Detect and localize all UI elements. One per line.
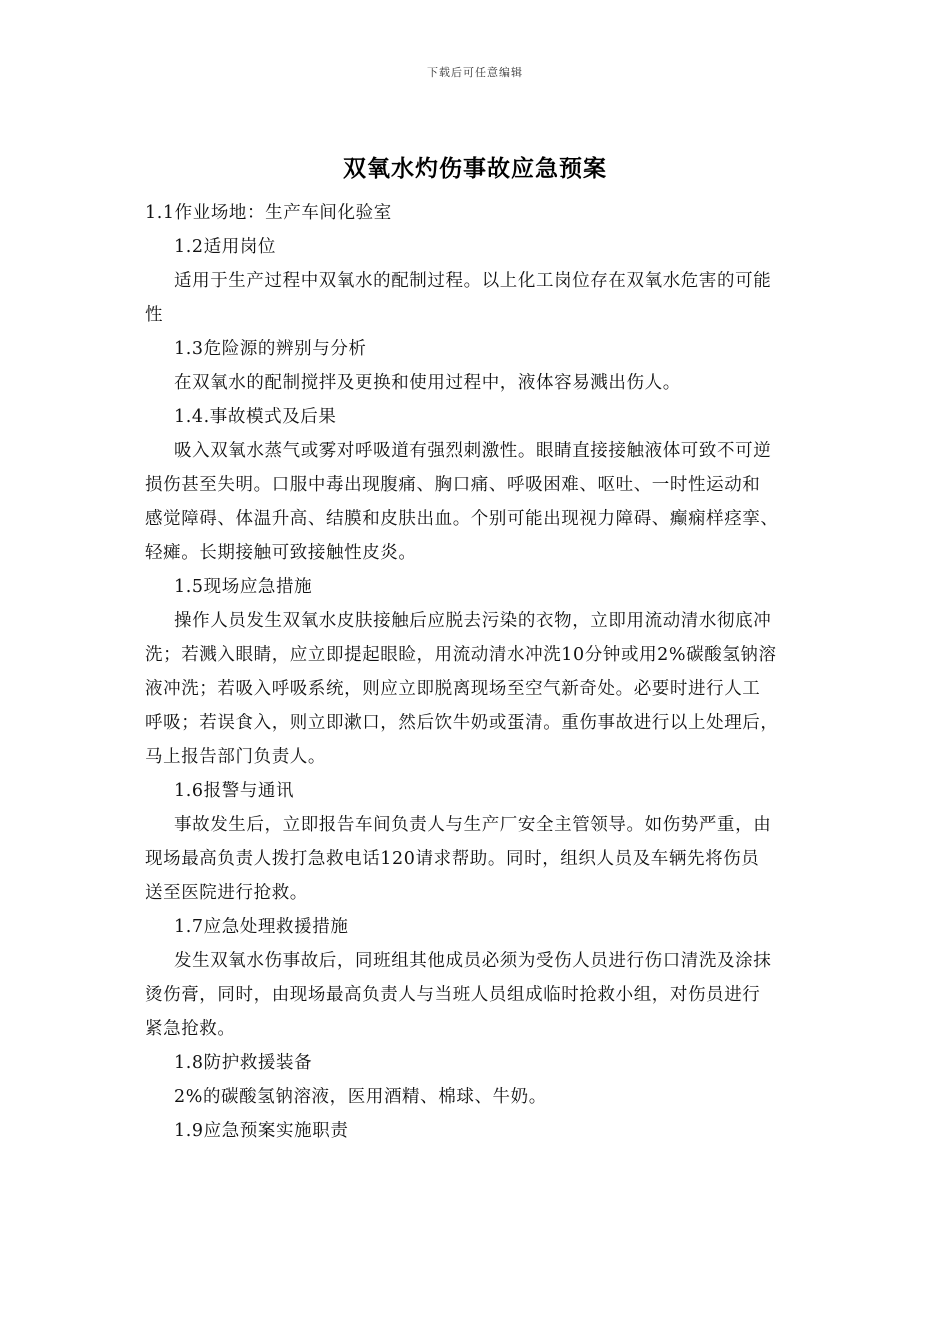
body-line: 送至医院进行抢救。	[145, 883, 308, 903]
body-line: 操作人员发生双氧水皮肤接触后应脱去污染的衣物，立即用流动清水彻底冲	[174, 611, 772, 631]
body-line: 适用于生产过程中双氧水的配制过程。以上化工岗位存在双氧水危害的可能	[174, 271, 772, 291]
body-line: 事故发生后，立即报告车间负责人与生产厂安全主管领导。如伤势严重，由	[174, 815, 772, 835]
document-body	[145, 196, 825, 1148]
section-1-8-heading: 1.8防护救援装备	[174, 1053, 313, 1073]
section-1-9-heading: 1.9应急预案实施职责	[174, 1121, 349, 1141]
body-line: 性	[145, 305, 164, 325]
section-1-5-heading: 1.5现场应急措施	[174, 577, 313, 597]
section-1-6-heading: 1.6报警与通讯	[174, 781, 295, 801]
body-line: 现场最高负责人拨打急救电话120请求帮助。同时，组织人员及车辆先将伤员	[145, 849, 760, 869]
body-line: 轻瘫。长期接触可致接触性皮炎。	[145, 543, 417, 563]
section-1-1-paragraph: 1.1作业场地：生产车间化验室	[145, 203, 392, 223]
body-line: 烫伤膏，同时，由现场最高负责人与当班人员组成临时抢救小组，对伤员进行	[145, 985, 761, 1005]
body-line: 液冲洗；若吸入呼吸系统，则应立即脱离现场至空气新奇处。必要时进行人工	[145, 679, 761, 699]
body-line: 感觉障碍、体温升高、结膜和皮肤出血。个别可能出现视力障碍、癫痫样痉挛、	[145, 509, 779, 529]
section-1-3-heading: 1.3危险源的辨别与分析	[174, 339, 367, 359]
body-line: 2%的碳酸氢钠溶液，医用酒精、棉球、牛奶。	[174, 1087, 547, 1107]
body-line: 呼吸；若误食入，则立即漱口，然后饮牛奶或蛋清。重伤事故进行以上处理后，	[145, 713, 779, 733]
body-line: 洗；若溅入眼睛，应立即提起眼睑，用流动清水冲洗10分钟或用2%碳酸氢钠溶	[145, 645, 777, 665]
document-title: 双氧水灼伤事故应急预案	[343, 155, 607, 182]
section-1-4-heading: 1.4.事故模式及后果	[174, 407, 337, 427]
body-line: 发生双氧水伤事故后，同班组其他成员必须为受伤人员进行伤口清洗及涂抹	[174, 951, 772, 971]
section-1-7-heading: 1.7应急处理救援措施	[174, 917, 349, 937]
body-line: 紧急抢救。	[145, 1019, 236, 1039]
body-line: 马上报告部门负责人。	[145, 747, 326, 767]
body-line: 损伤甚至失明。口服中毒出现腹痛、胸口痛、呼吸困难、呕吐、一时性运动和	[145, 475, 761, 495]
header-note: 下载后可任意编辑	[427, 66, 523, 79]
body-line: 在双氧水的配制搅拌及更换和使用过程中，液体容易溅出伤人。	[174, 373, 681, 393]
section-1-2-heading: 1.2适用岗位	[174, 237, 277, 257]
body-line: 吸入双氧水蒸气或雾对呼吸道有强烈刺激性。眼睛直接接触液体可致不可逆	[174, 441, 772, 461]
